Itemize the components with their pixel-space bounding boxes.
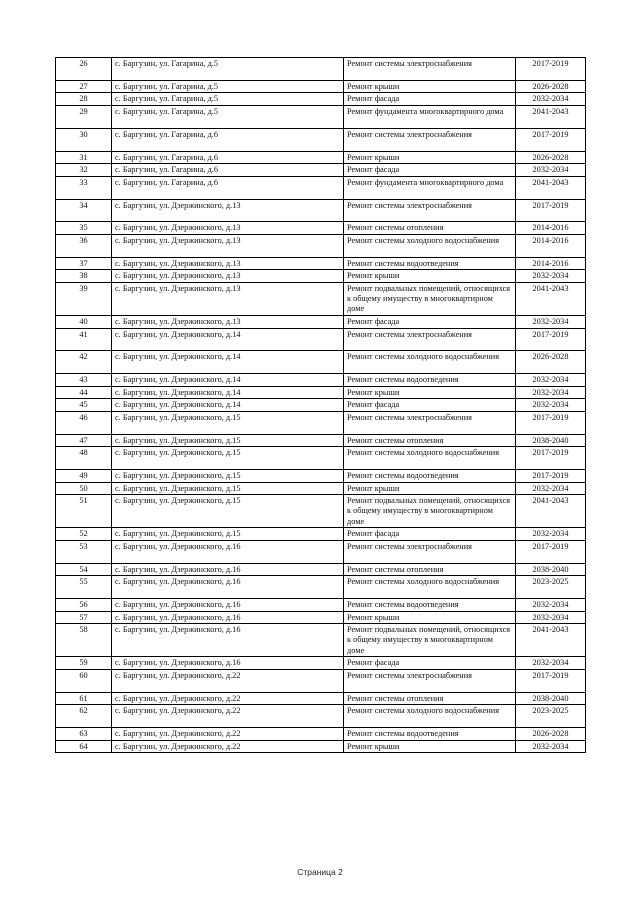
address-cell: с. Баргузин, ул. Дзержинского, д.16 bbox=[112, 657, 344, 670]
work-type-cell: Ремонт системы электроснабжения bbox=[344, 58, 516, 81]
page-number: Страница 2 bbox=[297, 867, 343, 877]
address-cell: с. Баргузин, ул. Гагарина, д.6 bbox=[112, 128, 344, 151]
table-row bbox=[56, 399, 586, 412]
row-number-cell: 62 bbox=[56, 705, 112, 728]
address-cell: с. Баргузин, ул. Дзержинского, д.16 bbox=[112, 563, 344, 576]
period-cell: 2041-2043 bbox=[516, 495, 586, 528]
address-cell: с. Баргузин, ул. Гагарина, д.6 bbox=[112, 176, 344, 199]
period-cell: 2026-2028 bbox=[516, 728, 586, 741]
table-row bbox=[56, 705, 586, 728]
work-type-cell: Ремонт системы водоотведения bbox=[344, 470, 516, 483]
address-cell: с. Баргузин, ул. Дзержинского, д.13 bbox=[112, 282, 344, 315]
table-row bbox=[56, 540, 586, 563]
row-number-cell: 28 bbox=[56, 93, 112, 106]
address-cell: с. Баргузин, ул. Дзержинского, д.15 bbox=[112, 411, 344, 434]
work-type-cell: Ремонт подвальных помещений, относящихся к общему имуществу в многоквартирном доме bbox=[344, 495, 516, 528]
work-type-cell: Ремонт фасада bbox=[344, 164, 516, 177]
period-cell: 2017-2019 bbox=[516, 447, 586, 470]
table-row bbox=[56, 624, 586, 657]
work-type-cell: Ремонт крыши bbox=[344, 611, 516, 624]
address-cell: с. Баргузин, ул. Гагарина, д.6 bbox=[112, 164, 344, 177]
table-row bbox=[56, 315, 586, 328]
row-number-cell: 63 bbox=[56, 728, 112, 741]
table-row bbox=[56, 222, 586, 235]
period-cell: 2032-2034 bbox=[516, 386, 586, 399]
table-row bbox=[56, 482, 586, 495]
work-type-cell: Ремонт системы электроснабжения bbox=[344, 199, 516, 222]
address-cell: с. Баргузин, ул. Дзержинского, д.13 bbox=[112, 199, 344, 222]
row-number-cell: 36 bbox=[56, 234, 112, 257]
work-type-cell: Ремонт системы холодного водоснабжения bbox=[344, 351, 516, 374]
table-row bbox=[56, 151, 586, 164]
work-type-cell: Ремонт системы электроснабжения bbox=[344, 669, 516, 692]
table-row bbox=[56, 176, 586, 199]
address-cell: с. Баргузин, ул. Дзержинского, д.16 bbox=[112, 599, 344, 612]
work-type-cell: Ремонт системы отопления bbox=[344, 222, 516, 235]
period-cell: 2014-2016 bbox=[516, 222, 586, 235]
row-number-cell: 56 bbox=[56, 599, 112, 612]
address-cell: с. Баргузин, ул. Гагарина, д.5 bbox=[112, 58, 344, 81]
row-number-cell: 26 bbox=[56, 58, 112, 81]
address-cell: с. Баргузин, ул. Гагарина, д.5 bbox=[112, 93, 344, 106]
work-type-cell: Ремонт системы водоотведения bbox=[344, 257, 516, 270]
period-cell: 2017-2019 bbox=[516, 128, 586, 151]
address-cell: с. Баргузин, ул. Дзержинского, д.13 bbox=[112, 257, 344, 270]
period-cell: 2032-2034 bbox=[516, 399, 586, 412]
work-type-cell: Ремонт системы электроснабжения bbox=[344, 128, 516, 151]
period-cell: 2017-2019 bbox=[516, 540, 586, 563]
table-row bbox=[56, 270, 586, 283]
period-cell: 2041-2043 bbox=[516, 624, 586, 657]
table-row bbox=[56, 740, 586, 753]
period-cell: 2026-2028 bbox=[516, 151, 586, 164]
address-cell: с. Баргузин, ул. Дзержинского, д.15 bbox=[112, 528, 344, 541]
work-type-cell: Ремонт системы электроснабжения bbox=[344, 540, 516, 563]
work-type-cell: Ремонт системы холодного водоснабжения bbox=[344, 576, 516, 599]
work-type-cell: Ремонт фундамента многоквартирного дома bbox=[344, 176, 516, 199]
address-cell: с. Баргузин, ул. Дзержинского, д.13 bbox=[112, 270, 344, 283]
table-row bbox=[56, 374, 586, 387]
period-cell: 2032-2034 bbox=[516, 164, 586, 177]
work-type-cell: Ремонт фасада bbox=[344, 93, 516, 106]
table-row bbox=[56, 257, 586, 270]
table-row bbox=[56, 199, 586, 222]
period-cell: 2014-2016 bbox=[516, 234, 586, 257]
address-cell: с. Баргузин, ул. Дзержинского, д.15 bbox=[112, 470, 344, 483]
work-type-cell: Ремонт системы электроснабжения bbox=[344, 411, 516, 434]
address-cell: с. Баргузин, ул. Дзержинского, д.22 bbox=[112, 669, 344, 692]
address-cell: с. Баргузин, ул. Дзержинского, д.14 bbox=[112, 399, 344, 412]
address-cell: с. Баргузин, ул. Дзержинского, д.22 bbox=[112, 740, 344, 753]
work-type-cell: Ремонт системы водоотведения bbox=[344, 599, 516, 612]
table-row bbox=[56, 164, 586, 177]
period-cell: 2041-2043 bbox=[516, 105, 586, 128]
work-type-cell: Ремонт крыши bbox=[344, 80, 516, 93]
address-cell: с. Баргузин, ул. Дзержинского, д.16 bbox=[112, 540, 344, 563]
table-row bbox=[56, 669, 586, 692]
period-cell: 2017-2019 bbox=[516, 470, 586, 483]
work-type-cell: Ремонт системы водоотведения bbox=[344, 728, 516, 741]
period-cell: 2017-2019 bbox=[516, 58, 586, 81]
table-row bbox=[56, 58, 586, 81]
address-cell: с. Баргузин, ул. Дзержинского, д.22 bbox=[112, 692, 344, 705]
row-number-cell: 29 bbox=[56, 105, 112, 128]
table-row bbox=[56, 576, 586, 599]
row-number-cell: 61 bbox=[56, 692, 112, 705]
row-number-cell: 31 bbox=[56, 151, 112, 164]
work-type-cell: Ремонт крыши bbox=[344, 482, 516, 495]
period-cell: 2023-2025 bbox=[516, 705, 586, 728]
table-row bbox=[56, 495, 586, 528]
address-cell: с. Баргузин, ул. Дзержинского, д.14 bbox=[112, 386, 344, 399]
table-row bbox=[56, 351, 586, 374]
work-type-cell: Ремонт фасада bbox=[344, 315, 516, 328]
row-number-cell: 55 bbox=[56, 576, 112, 599]
row-number-cell: 42 bbox=[56, 351, 112, 374]
row-number-cell: 39 bbox=[56, 282, 112, 315]
row-number-cell: 35 bbox=[56, 222, 112, 235]
repair-schedule-table bbox=[55, 57, 586, 753]
table-row bbox=[56, 386, 586, 399]
address-cell: с. Баргузин, ул. Дзержинского, д.15 bbox=[112, 495, 344, 528]
row-number-cell: 27 bbox=[56, 80, 112, 93]
table-row bbox=[56, 470, 586, 483]
period-cell: 2032-2034 bbox=[516, 482, 586, 495]
work-type-cell: Ремонт крыши bbox=[344, 386, 516, 399]
address-cell: с. Баргузин, ул. Дзержинского, д.13 bbox=[112, 315, 344, 328]
row-number-cell: 60 bbox=[56, 669, 112, 692]
address-cell: с. Баргузин, ул. Гагарина, д.5 bbox=[112, 105, 344, 128]
period-cell: 2038-2040 bbox=[516, 692, 586, 705]
table-row bbox=[56, 93, 586, 106]
work-type-cell: Ремонт системы электроснабжения bbox=[344, 328, 516, 351]
period-cell: 2032-2034 bbox=[516, 93, 586, 106]
period-cell: 2041-2043 bbox=[516, 176, 586, 199]
row-number-cell: 41 bbox=[56, 328, 112, 351]
work-type-cell: Ремонт фасада bbox=[344, 528, 516, 541]
address-cell: с. Баргузин, ул. Дзержинского, д.15 bbox=[112, 482, 344, 495]
row-number-cell: 43 bbox=[56, 374, 112, 387]
period-cell: 2017-2019 bbox=[516, 199, 586, 222]
table-row bbox=[56, 611, 586, 624]
period-cell: 2038-2040 bbox=[516, 434, 586, 447]
period-cell: 2038-2040 bbox=[516, 563, 586, 576]
table-row bbox=[56, 528, 586, 541]
period-cell: 2017-2019 bbox=[516, 669, 586, 692]
work-type-cell: Ремонт системы отопления bbox=[344, 692, 516, 705]
row-number-cell: 54 bbox=[56, 563, 112, 576]
table-row bbox=[56, 692, 586, 705]
table-row bbox=[56, 563, 586, 576]
row-number-cell: 64 bbox=[56, 740, 112, 753]
address-cell: с. Баргузин, ул. Дзержинского, д.22 bbox=[112, 705, 344, 728]
work-type-cell: Ремонт подвальных помещений, относящихся к общему имуществу в многоквартирном доме bbox=[344, 282, 516, 315]
period-cell: 2032-2034 bbox=[516, 315, 586, 328]
address-cell: с. Баргузин, ул. Дзержинского, д.13 bbox=[112, 234, 344, 257]
address-cell: с. Баргузин, ул. Дзержинского, д.14 bbox=[112, 374, 344, 387]
address-cell: с. Баргузин, ул. Гагарина, д.5 bbox=[112, 80, 344, 93]
work-type-cell: Ремонт системы водоотведения bbox=[344, 374, 516, 387]
row-number-cell: 53 bbox=[56, 540, 112, 563]
row-number-cell: 57 bbox=[56, 611, 112, 624]
row-number-cell: 48 bbox=[56, 447, 112, 470]
work-type-cell: Ремонт системы отопления bbox=[344, 563, 516, 576]
row-number-cell: 37 bbox=[56, 257, 112, 270]
work-type-cell: Ремонт фасада bbox=[344, 657, 516, 670]
period-cell: 2023-2025 bbox=[516, 576, 586, 599]
period-cell: 2026-2028 bbox=[516, 351, 586, 374]
address-cell: с. Баргузин, ул. Гагарина, д.6 bbox=[112, 151, 344, 164]
row-number-cell: 33 bbox=[56, 176, 112, 199]
period-cell: 2017-2019 bbox=[516, 328, 586, 351]
period-cell: 2032-2034 bbox=[516, 528, 586, 541]
period-cell: 2032-2034 bbox=[516, 374, 586, 387]
row-number-cell: 49 bbox=[56, 470, 112, 483]
work-type-cell: Ремонт системы отопления bbox=[344, 434, 516, 447]
table-row bbox=[56, 80, 586, 93]
table-row bbox=[56, 328, 586, 351]
row-number-cell: 34 bbox=[56, 199, 112, 222]
work-type-cell: Ремонт крыши bbox=[344, 270, 516, 283]
row-number-cell: 44 bbox=[56, 386, 112, 399]
row-number-cell: 40 bbox=[56, 315, 112, 328]
row-number-cell: 46 bbox=[56, 411, 112, 434]
address-cell: с. Баргузин, ул. Дзержинского, д.15 bbox=[112, 434, 344, 447]
work-type-cell: Ремонт системы холодного водоснабжения bbox=[344, 705, 516, 728]
period-cell: 2026-2028 bbox=[516, 80, 586, 93]
row-number-cell: 45 bbox=[56, 399, 112, 412]
work-type-cell: Ремонт системы холодного водоснабжения bbox=[344, 234, 516, 257]
period-cell: 2014-2016 bbox=[516, 257, 586, 270]
address-cell: с. Баргузин, ул. Дзержинского, д.14 bbox=[112, 328, 344, 351]
row-number-cell: 47 bbox=[56, 434, 112, 447]
address-cell: с. Баргузин, ул. Дзержинского, д.16 bbox=[112, 576, 344, 599]
row-number-cell: 38 bbox=[56, 270, 112, 283]
row-number-cell: 59 bbox=[56, 657, 112, 670]
address-cell: с. Баргузин, ул. Дзержинского, д.22 bbox=[112, 728, 344, 741]
work-type-cell: Ремонт крыши bbox=[344, 740, 516, 753]
period-cell: 2032-2034 bbox=[516, 599, 586, 612]
table-row bbox=[56, 599, 586, 612]
row-number-cell: 30 bbox=[56, 128, 112, 151]
work-type-cell: Ремонт фасада bbox=[344, 399, 516, 412]
row-number-cell: 50 bbox=[56, 482, 112, 495]
period-cell: 2032-2034 bbox=[516, 270, 586, 283]
table-row bbox=[56, 234, 586, 257]
address-cell: с. Баргузин, ул. Дзержинского, д.15 bbox=[112, 447, 344, 470]
table-row bbox=[56, 128, 586, 151]
table-row bbox=[56, 447, 586, 470]
period-cell: 2032-2034 bbox=[516, 657, 586, 670]
work-type-cell: Ремонт подвальных помещений, относящихся к общему имуществу в многоквартирном доме bbox=[344, 624, 516, 657]
work-type-cell: Ремонт системы холодного водоснабжения bbox=[344, 447, 516, 470]
work-type-cell: Ремонт фундамента многоквартирного дома bbox=[344, 105, 516, 128]
table-row bbox=[56, 728, 586, 741]
row-number-cell: 32 bbox=[56, 164, 112, 177]
table-row bbox=[56, 411, 586, 434]
address-cell: с. Баргузин, ул. Дзержинского, д.16 bbox=[112, 624, 344, 657]
row-number-cell: 52 bbox=[56, 528, 112, 541]
address-cell: с. Баргузин, ул. Дзержинского, д.16 bbox=[112, 611, 344, 624]
address-cell: с. Баргузин, ул. Дзержинского, д.13 bbox=[112, 222, 344, 235]
table-row bbox=[56, 657, 586, 670]
period-cell: 2041-2043 bbox=[516, 282, 586, 315]
table-row bbox=[56, 105, 586, 128]
period-cell: 2017-2019 bbox=[516, 411, 586, 434]
address-cell: с. Баргузин, ул. Дзержинского, д.14 bbox=[112, 351, 344, 374]
period-cell: 2032-2034 bbox=[516, 740, 586, 753]
period-cell: 2032-2034 bbox=[516, 611, 586, 624]
row-number-cell: 58 bbox=[56, 624, 112, 657]
table-row bbox=[56, 282, 586, 315]
work-type-cell: Ремонт крыши bbox=[344, 151, 516, 164]
row-number-cell: 51 bbox=[56, 495, 112, 528]
table-row bbox=[56, 434, 586, 447]
